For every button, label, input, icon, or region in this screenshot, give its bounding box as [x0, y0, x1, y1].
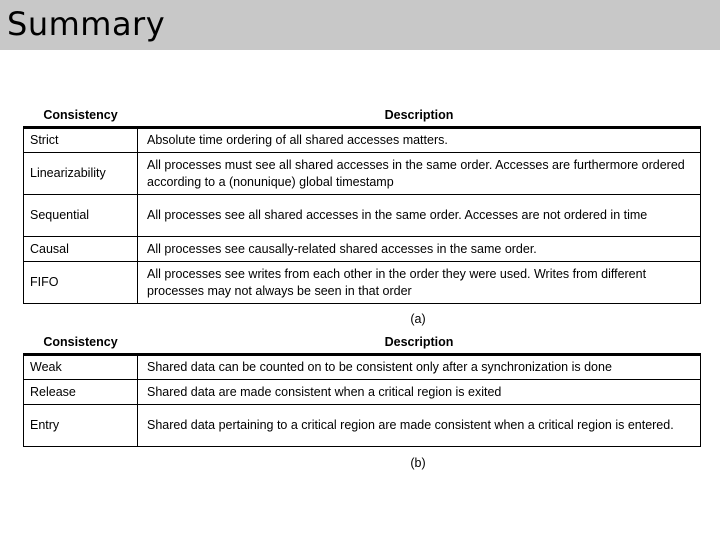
- table-row: [24, 153, 701, 195]
- header-consistency: Consistency: [43, 108, 118, 122]
- consistency-table-b: [23, 331, 701, 447]
- header-description: Description: [384, 335, 454, 349]
- slide-title: Summary: [7, 5, 166, 43]
- model-name: Causal: [24, 237, 138, 262]
- model-name: FIFO: [24, 262, 138, 304]
- header-description: Description: [384, 108, 454, 122]
- model-name: Entry: [24, 405, 138, 447]
- table-caption-a: (a): [410, 312, 426, 326]
- model-name: Strict: [24, 128, 138, 153]
- model-description: Shared data are made consistent when a critical region is exited: [138, 380, 701, 405]
- model-description: All processes see writes from each other in the order they were used. Writes from different processes may not always be seen in that order: [138, 262, 701, 304]
- title-bar: [0, 0, 720, 50]
- model-name: Weak: [24, 355, 138, 380]
- table-row: [24, 128, 701, 153]
- model-description: All processes must see all shared accesses in the same order. Accesses are furthermore ordered according to a (nonunique) global timestamp: [138, 153, 701, 195]
- table-row: [24, 355, 701, 380]
- model-name: Linearizability: [24, 153, 138, 195]
- model-description: Shared data pertaining to a critical region are made consistent when a critical region is entered.: [138, 405, 701, 447]
- model-name: Release: [24, 380, 138, 405]
- table-header-row: [24, 331, 701, 355]
- model-description: Absolute time ordering of all shared accesses matters.: [138, 128, 701, 153]
- model-description: All processes see causally-related shared accesses in the same order.: [138, 237, 701, 262]
- table-caption-b: (b): [410, 456, 426, 470]
- model-description: Shared data can be counted on to be consistent only after a synchronization is done: [138, 355, 701, 380]
- table-row: [24, 380, 701, 405]
- table-header-row: [24, 104, 701, 128]
- table-row: [24, 262, 701, 304]
- table-row: [24, 195, 701, 237]
- table-row: [24, 405, 701, 447]
- table-row: [24, 237, 701, 262]
- consistency-table-a: [23, 104, 701, 304]
- model-name: Sequential: [24, 195, 138, 237]
- model-description: All processes see all shared accesses in the same order. Accesses are not ordered in time: [138, 195, 701, 237]
- header-consistency: Consistency: [43, 335, 118, 349]
